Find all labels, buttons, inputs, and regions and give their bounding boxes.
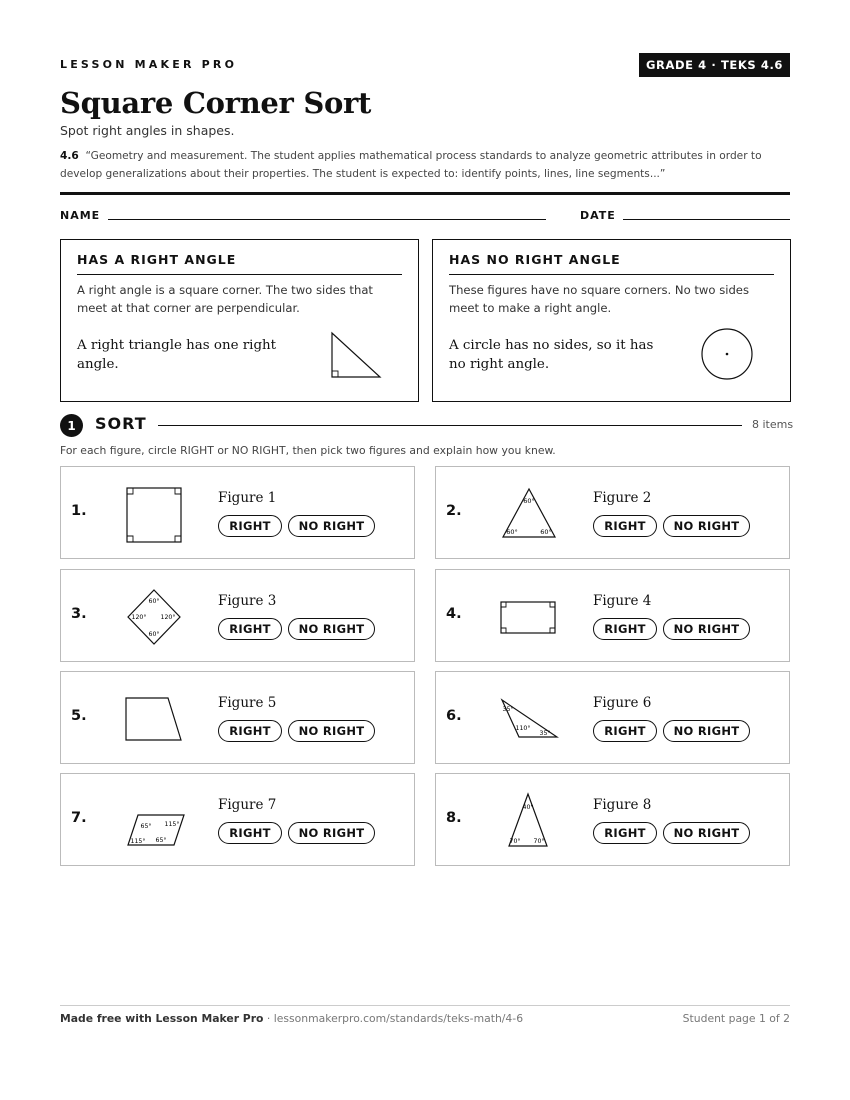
header-divider bbox=[60, 192, 790, 195]
equilateral-triangle-icon bbox=[491, 479, 571, 549]
standard-text bbox=[60, 148, 790, 183]
angle-label: 60° bbox=[523, 497, 535, 505]
no-right-choice-button[interactable]: NO RIGHT bbox=[288, 618, 375, 640]
item-number: 8. bbox=[446, 810, 462, 826]
angle-label: 60° bbox=[540, 528, 552, 536]
no-right-choice-button[interactable]: NO RIGHT bbox=[288, 515, 375, 537]
page-indicator: Student page 1 of 2 bbox=[682, 1012, 790, 1025]
angle-label: 35° bbox=[502, 706, 514, 713]
made-with-text: Made free with Lesson Maker Pro bbox=[60, 1012, 264, 1025]
right-choice-button[interactable]: RIGHT bbox=[218, 822, 282, 844]
brand-name: LESSON MAKER PRO bbox=[60, 58, 238, 71]
figure-label: Figure 6 bbox=[593, 695, 652, 711]
right-trapezoid-icon bbox=[116, 684, 196, 754]
no-right-choice-button[interactable]: NO RIGHT bbox=[663, 822, 750, 844]
box-description: These figures have no square corners. No two sides meet to make a right angle. bbox=[449, 283, 749, 315]
box-heading: HAS NO RIGHT ANGLE bbox=[449, 252, 774, 275]
square-icon bbox=[116, 479, 196, 549]
angle-label: 65° bbox=[155, 837, 167, 844]
figure-label: Figure 5 bbox=[218, 695, 277, 711]
list-item bbox=[60, 466, 415, 559]
section-title: SORT bbox=[95, 414, 147, 433]
standard-code: 4.6 bbox=[60, 150, 79, 162]
date-label: DATE bbox=[580, 209, 616, 222]
right-choice-button[interactable]: RIGHT bbox=[593, 720, 657, 742]
angle-label: 60° bbox=[148, 598, 160, 605]
no-right-choice-button[interactable]: NO RIGHT bbox=[288, 822, 375, 844]
list-item bbox=[60, 773, 415, 866]
section-instructions: For each figure, circle RIGHT or NO RIGHT, then pick two figures and explain how you knew. bbox=[60, 444, 556, 457]
item-count: 8 items bbox=[752, 418, 794, 431]
list-item bbox=[60, 671, 415, 764]
box-description: A right angle is a square corner. The two sides that meet at that corner are perpendicular. bbox=[77, 283, 373, 315]
section-number: 1 bbox=[60, 414, 83, 437]
right-triangle-icon bbox=[329, 330, 383, 380]
name-field[interactable] bbox=[108, 219, 546, 220]
angle-label: 70° bbox=[509, 838, 521, 845]
item-number: 6. bbox=[446, 708, 462, 724]
item-number: 7. bbox=[71, 810, 87, 826]
item-number: 3. bbox=[71, 606, 87, 622]
list-item bbox=[435, 773, 790, 866]
angle-label: 120° bbox=[160, 614, 176, 621]
item-number: 4. bbox=[446, 606, 462, 622]
standard-description: “Geometry and measurement. The student applies mathematical process standards to analyze geometric attributes in order to develop generalizations about their properties. The student is expected to: identify points, lines, line segments...” bbox=[60, 150, 762, 180]
page-subtitle: Spot right angles in shapes. bbox=[60, 123, 235, 138]
isosceles-triangle-icon bbox=[491, 786, 571, 856]
footer-url: · lessonmakerpro.com/standards/teks-math/4-6 bbox=[263, 1012, 524, 1025]
box-example: A circle has no sides, so it has no right angle. bbox=[449, 338, 654, 372]
right-choice-button[interactable]: RIGHT bbox=[218, 720, 282, 742]
right-choice-button[interactable]: RIGHT bbox=[593, 618, 657, 640]
right-choice-button[interactable]: RIGHT bbox=[218, 618, 282, 640]
box-heading: HAS A RIGHT ANGLE bbox=[77, 252, 402, 275]
angle-label: 70° bbox=[533, 838, 545, 845]
item-number: 1. bbox=[71, 503, 87, 519]
angle-label: 65° bbox=[140, 823, 152, 830]
figure-label: Figure 8 bbox=[593, 797, 652, 813]
angle-label: 40° bbox=[522, 804, 534, 811]
right-choice-button[interactable]: RIGHT bbox=[593, 822, 657, 844]
box-example: A right triangle has one right angle. bbox=[77, 338, 277, 372]
list-item bbox=[435, 569, 790, 662]
circle-icon bbox=[699, 326, 755, 382]
parallelogram-icon bbox=[116, 786, 196, 856]
no-right-choice-button[interactable]: NO RIGHT bbox=[663, 515, 750, 537]
rectangle-icon bbox=[491, 582, 571, 652]
right-angle-box bbox=[60, 239, 419, 402]
item-number: 5. bbox=[71, 708, 87, 724]
right-choice-button[interactable]: RIGHT bbox=[593, 515, 657, 537]
no-right-choice-button[interactable]: NO RIGHT bbox=[663, 618, 750, 640]
list-item bbox=[435, 466, 790, 559]
list-item bbox=[60, 569, 415, 662]
angle-label: 110° bbox=[515, 725, 531, 732]
section-divider bbox=[158, 425, 742, 426]
name-label: NAME bbox=[60, 209, 101, 222]
figure-label: Figure 2 bbox=[593, 490, 652, 506]
angle-label: 60° bbox=[506, 528, 518, 536]
item-number: 2. bbox=[446, 503, 462, 519]
angle-label: 115° bbox=[164, 821, 180, 828]
obtuse-triangle-icon bbox=[491, 684, 571, 754]
no-right-choice-button[interactable]: NO RIGHT bbox=[663, 720, 750, 742]
footer-credit bbox=[60, 1012, 523, 1025]
right-choice-button[interactable]: RIGHT bbox=[218, 515, 282, 537]
angle-label: 35° bbox=[539, 730, 551, 737]
page-title: Square Corner Sort bbox=[60, 86, 372, 120]
angle-label: 60° bbox=[148, 631, 160, 638]
no-right-angle-box bbox=[432, 239, 791, 402]
figure-label: Figure 3 bbox=[218, 593, 277, 609]
no-right-choice-button[interactable]: NO RIGHT bbox=[288, 720, 375, 742]
footer-divider bbox=[60, 1005, 790, 1006]
list-item bbox=[435, 671, 790, 764]
figure-label: Figure 7 bbox=[218, 797, 277, 813]
angle-label: 120° bbox=[131, 614, 147, 621]
date-field[interactable] bbox=[623, 219, 790, 220]
angle-label: 115° bbox=[130, 838, 146, 845]
figure-label: Figure 1 bbox=[218, 490, 277, 506]
figure-label: Figure 4 bbox=[593, 593, 652, 609]
rhombus-icon bbox=[116, 582, 196, 652]
grade-badge: GRADE 4 · TEKS 4.6 bbox=[639, 53, 790, 77]
